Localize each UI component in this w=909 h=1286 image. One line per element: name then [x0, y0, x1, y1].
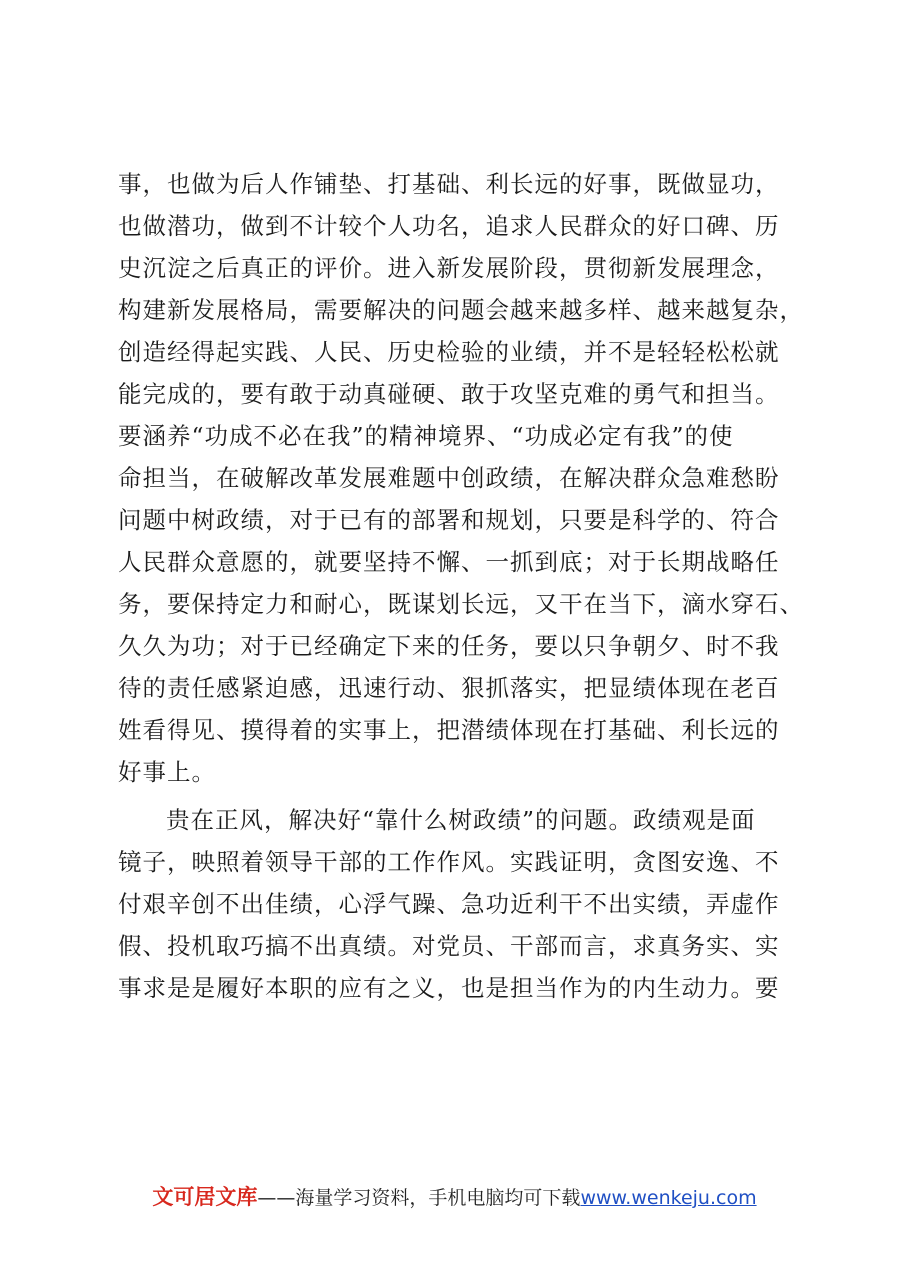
text-line: 务，要保持定力和耐心，既谋划长远，又干在当下，滴水穿石、 [118, 590, 804, 618]
text-line: 也做潜功，做到不计较个人功名，追求人民群众的好口碑、历 [118, 212, 780, 240]
text-line: 事求是是履好本职的应有之义，也是担当作为的内生动力。要 [118, 974, 780, 1002]
footer-brand: 文可居文库 [152, 1185, 258, 1209]
footer-banner [0, 1181, 909, 1211]
text-line: 久久为功；对于已经确定下来的任务，要以只争朝夕、时不我 [118, 632, 780, 660]
text-line: 人民群众意愿的，就要坚持不懈、一抓到底；对于长期战略任 [118, 548, 780, 576]
text-line: 问题中树政绩，对于已有的部署和规划，只要是科学的、符合 [118, 506, 780, 534]
text-line-paragraph-start: 贵在正风，解决好“靠什么树政绩”的问题。政绩观是面 [166, 806, 756, 834]
text-line: 能完成的，要有敢于动真碰硬、敢于攻坚克难的勇气和担当。 [118, 380, 780, 408]
text-line: 待的责任感紧迫感，迅速行动、狠抓落实，把显绩体现在老百 [118, 674, 780, 702]
text-line: 史沉淀之后真正的评价。进入新发展阶段，贯彻新发展理念， [118, 254, 780, 282]
text-line: 事，也做为后人作铺垫、打基础、利长远的好事，既做显功， [118, 170, 780, 198]
text-line: 好事上。 [118, 758, 216, 786]
text-line: 要涵养“功成不必在我”的精神境界、“功成必定有我”的使 [118, 422, 734, 450]
body-text [118, 163, 818, 1009]
text-line: 命担当，在破解改革发展难题中创政绩，在解决群众急难愁盼 [118, 464, 780, 492]
text-line: 创造经得起实践、人民、历史检验的业绩，并不是轻轻松松就 [118, 338, 780, 366]
text-line: 假、投机取巧搞不出真绩。对党员、干部而言，求真务实、实 [118, 932, 780, 960]
text-line: 构建新发展格局，需要解决的问题会越来越多样、越来越复杂， [118, 296, 804, 324]
text-line: 付艰辛创不出佳绩，心浮气躁、急功近利干不出实绩，弄虚作 [118, 890, 780, 918]
footer-link[interactable]: www.wenkeju.com [580, 1187, 757, 1209]
text-line: 镜子，映照着领导干部的工作作风。实践证明，贪图安逸、不 [118, 848, 780, 876]
footer-slogan: ——海量学习资料，手机电脑均可下载 [257, 1187, 581, 1209]
text-line: 姓看得见、摸得着的实事上，把潜绩体现在打基础、利长远的 [118, 716, 780, 744]
